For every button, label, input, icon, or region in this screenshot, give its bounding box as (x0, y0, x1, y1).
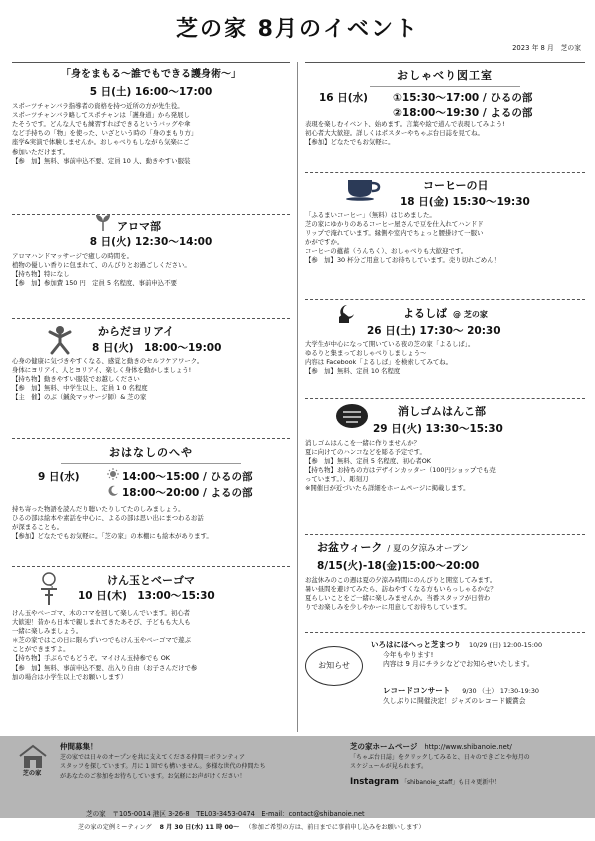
event-yorushiba (305, 299, 585, 376)
event-coffee (305, 172, 585, 266)
event-title: コーヒーの日 (423, 179, 489, 192)
event-eraser-stamp (305, 398, 585, 494)
issue-date: 2023 年 8 月 芝の家 (512, 44, 581, 52)
house-logo-icon (18, 744, 48, 770)
event-yoga (12, 318, 290, 402)
homepage-info (350, 742, 585, 788)
stretching-person-icon (40, 323, 80, 355)
event-time-day: ①15:30～17:00 / ひるの部 (393, 91, 533, 104)
address-line: 芝の家 〒105-0014 港区 3-26-8 TEL03-3453-0474 E-mail：contact@shibanoie.net (86, 810, 365, 818)
instagram-row (350, 776, 585, 788)
sun-icon (107, 468, 119, 480)
event-time: 10 日(木) 13:00～15:30 (78, 590, 215, 602)
meeting-suffix: （参加ご希望の方は、前日までに事前申し込みをお願いします） (245, 824, 425, 831)
homepage-link[interactable]: http://www.shibanoie.net/ (424, 743, 512, 751)
event-drawing-room (305, 62, 585, 147)
night-house-icon (337, 304, 361, 324)
notice-festival (371, 640, 585, 670)
volunteer-recruit (60, 742, 296, 781)
event-time-night: 18:00～20:00 / よるの部 (122, 486, 253, 499)
event-title: おはなしのへや (61, 445, 241, 464)
event-description: 消しゴムはんこを一緒に作りませんか？ 夏に向けてのハンコなどを彫る予定です。 【参 加】無料、定員 5 名程度、初心者OK 【持ち物】お持ちの方はデザインカッター（100円ショップでも売 っています。）、彫刻刀 ※開催日が近づいたら詳細をホームページに掲載します。 (305, 439, 496, 493)
event-venue: @ 芝の家 (453, 310, 488, 319)
event-story-room (12, 438, 290, 541)
event-description: スポーツチャンバラ指導者の資格を持つ近所の方が先生役。 スポーツチャンバラ略してスポチャンは「護身道」から発展し たそうです。どんな人でも練習すればできるというバッグや傘 など手持ちの「物」を使った、いざという時の「身のまもり方」 座学&実演で体験しませんか。おしゃべりもしながら気楽にご 参加いただけます。 【参 加】無料、事前申込不要、定員 10 人、動きやすい服装 (12, 102, 290, 166)
notice-bubble-label: お知らせ (318, 661, 350, 670)
event-title: お盆ウィーク (317, 541, 383, 554)
logo-label: 芝の家 (22, 770, 42, 777)
event-day: 9 日(水) (38, 470, 80, 483)
notices-section (305, 632, 585, 705)
stamp-icon (335, 402, 369, 430)
event-description: お盆休みのこの週は夏の夕涼み時間にのんびりと開室してみます。 暑い昼間を避けてみたら、訪ねやすくなる方もいらっしゃるかな？ 夏らしいことをご一緒に楽しみませんか。当番スタッフが日替わ りでお楽しみを少しやかーに用意してお待ちしています。 (305, 575, 497, 611)
meeting-date: 8 月 30 日(水) 11 時 00～ (159, 824, 240, 831)
divider (305, 632, 585, 633)
page-title: 芝の家 8月のイベント (176, 17, 419, 42)
record-time: 9/30 （土） 17:30-19:30 (462, 687, 539, 695)
coffee-cup-icon (345, 175, 381, 201)
event-description: けん玉やベーゴマ、木のコマを回して楽しんでいます。初心者 大歓迎！昔から日本で親しまれてきたあそび、子どもも大人も 一緒に楽しみましょう。 ＊芝の家ではこの日に限らずいつでもけん玉やベーゴマで遊ぶ ことができますよ。 【持ち物】手ぶらでもどうぞ。マイけん玉持参でも OK 【参 加】無料、事前申込不要、出入り自由（お子さんだけで参 加の場合は小学生以上でお願いします） (12, 609, 198, 681)
event-description: 持ち寄った物語を読んだり聴いたりしてたのしみましょう。 ひるの部は絵本や素話を中心に、よるの部は思い出にまつわるお話 が深まることも。 【参加】どなたでもお気軽に。「芝の家」の本棚にも絵本があります。 (12, 504, 213, 540)
instagram-label[interactable]: Instagram (350, 776, 399, 787)
recruit-title: 仲間募集！ (60, 742, 98, 751)
moon-icon (107, 485, 119, 497)
festival-line: 今年もやります! (383, 650, 434, 659)
divider (12, 438, 290, 439)
event-time: 8 日(火) 12:30～14:00 (89, 236, 213, 248)
meeting-line (78, 824, 425, 833)
homepage-row (350, 742, 585, 753)
kendama-icon (36, 571, 62, 607)
event-self-defense (12, 62, 290, 166)
event-title-row (317, 540, 585, 556)
event-title: からだヨリアイ (98, 325, 175, 338)
event-title: 消しゴムはんこ部 (398, 405, 486, 418)
event-title: アロマ部 (117, 220, 161, 233)
event-description: 「ふるまいコーヒー」（無料）はじめました。 芝の家にゆかりのあるコーヒー屋さんで豆を仕入れてハンドド リップで淹れています。縁側や室内でちょっと腰掛けて一服い かがですか。 コーヒーの蘊蓄（うんちく）、おしゃべりも大歓迎です。 【参 加】30 杯分ご用意してお待ちしています。売り切れごめん！ (305, 211, 500, 265)
event-kendama (12, 566, 290, 682)
event-description: アロマハンドマッサージで癒しの時間を。 植物の優しい香りに包まれて、のんびりとお過ごしください。 【持ち物】特になし 【参 加】参加費 150 円 定員 5 名程度、事前申込不要 (12, 251, 191, 288)
event-title: よるしば (403, 307, 447, 320)
festival-line: 内容は 9 月にチラシなどでお知らせいたします。 (383, 660, 534, 669)
event-note: 【参 加】無料、事前申込不要、定員 10 人、動きやすい服装 (12, 156, 191, 165)
event-time: 8 日(火) 18:00～19:00 (92, 342, 222, 354)
notice-bubble (305, 646, 363, 686)
divider (305, 62, 585, 63)
event-time-day: 14:00～15:00 / ひるの部 (122, 470, 253, 483)
festival-title: いろはにほへっと芝まつり (371, 640, 461, 649)
event-time: 26 日(土) 17:30～ 20:30 (367, 325, 501, 337)
divider (305, 534, 585, 535)
column-divider (297, 62, 298, 732)
festival-time: 10/29 (日) 12:00-15:00 (469, 641, 543, 649)
event-title: おしゃべり図工室 (370, 68, 520, 87)
event-obon-week (305, 534, 585, 612)
event-time: 29 日(火) 13:30～15:30 (373, 423, 503, 435)
event-day: 16 日(水) (319, 91, 368, 104)
notice-record-concert (371, 686, 585, 706)
divider (12, 62, 290, 63)
event-title: けん玉とベーゴマ (107, 574, 195, 587)
event-title-row (403, 306, 488, 322)
event-description: 大学生が中心になって開いている夜の芝の家「よるしば」。 ゆるりと集まっておしゃべりしましょう～ 内容は Facebook「よるしば」を検索してみてね。 【参 加】無料、定員 10 名程度 (305, 340, 475, 376)
event-time-night: ②18:00～19:30 / よるの部 (393, 106, 533, 119)
event-time: 18 日(金) 15:30～19:30 (400, 196, 530, 208)
event-time: 8/15(火)-18(金)15:00～20:00 (317, 559, 480, 572)
event-description: 心身の健康に気づきやすくなる、感覚と動きのセルフケアワーク。 身体にヨリアイ、人とヨリアイ、楽しく身体を動かしましょう! 【持ち物】動きやすい服装でお越しください 【参 加】無料、中学生以上、定員 1 0 名程度 【主 催】のぶ（鍼灸マッサージ師）& 芝の家 (12, 357, 204, 402)
instagram-body: 「shibanoie_staff」も日々更新中！ (401, 778, 501, 786)
event-time: 5 日(土) 16:00～17:00 (89, 86, 213, 99)
event-aroma (12, 214, 290, 288)
event-title: 「身をまもる～誰でもできる護身術～」 (61, 69, 241, 80)
sprout-icon (95, 213, 111, 231)
event-subtitle: / 夏の夕涼みオープン (387, 544, 469, 554)
event-description: 表現を楽しむイベント、始めます。言葉や絵で道んで表現してみよう! 初心者大大歓迎。詳しくはポスターやちゃぶ台日誌を見てね。 【参加】どなたでもお気軽に。 (305, 119, 505, 146)
meeting-prefix: 芝の家の定例ミーティング (78, 824, 152, 831)
recruit-body: 芝の家では日々のオープンを共に支えてくださる仲間＝ボランティア スタッフを探しています。月に 1 回でも構いません。多様な世代の仲間たち があなたのご参加をお待ちしています。お気軽にお声がけください！ (60, 753, 266, 780)
record-title: レコードコンサート (383, 686, 451, 695)
homepage-title: 芝の家ホームページ (350, 742, 418, 751)
homepage-body: 「ちゃぶ台日誌」をクリックしてみると、日々のできごとや毎月の スケジュールが見られます。 (350, 753, 530, 770)
record-line: 久しぶりに開催決定！ジャズのレコード観賞会 (383, 696, 526, 705)
